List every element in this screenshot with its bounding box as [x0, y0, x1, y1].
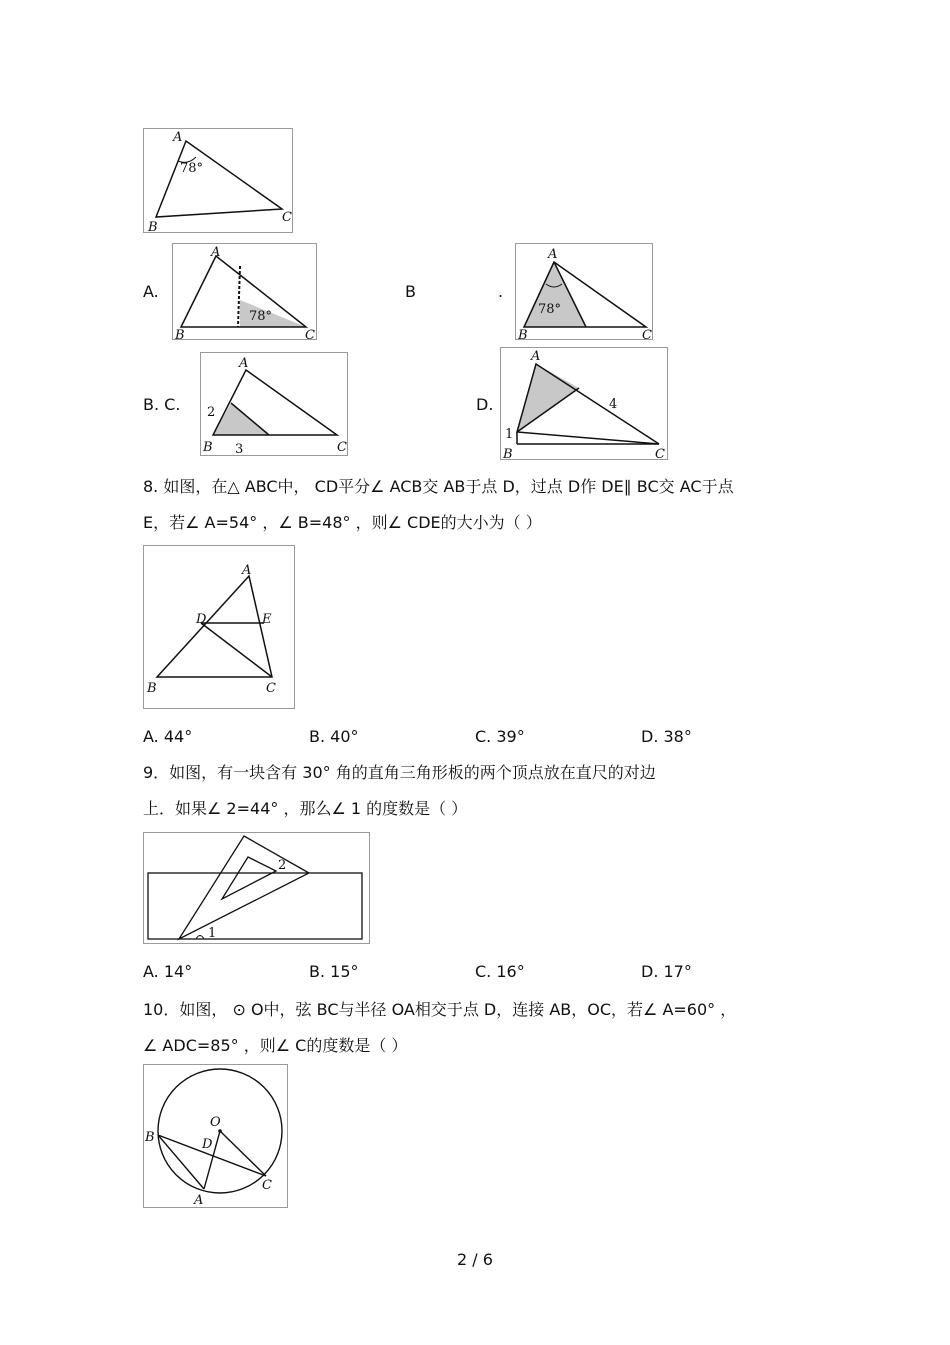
q8-figure: [143, 545, 295, 709]
q7b-label-B: B: [518, 328, 528, 341]
q7d-label-A: A: [531, 349, 541, 364]
q9-text-line2: 上．如果∠ 2=44° ，那么∠ 1 的度数是（ ）: [143, 799, 468, 818]
q10-label-O: O: [210, 1115, 221, 1130]
q7-option-b-triangle: [516, 244, 654, 341]
q7d-label-1: 1: [505, 427, 514, 442]
q7-label-C: C: [282, 210, 292, 225]
q9-angle-1-label: 1: [208, 926, 217, 941]
q7d-label-B: B: [503, 447, 513, 461]
q7c-label-2: 2: [207, 405, 216, 420]
q7-option-d-label[interactable]: D.: [476, 395, 494, 414]
q7-option-d-figure: [500, 347, 668, 460]
q7a-label-C: C: [305, 328, 315, 341]
q7-option-a-figure: [172, 243, 317, 340]
q8-text-line1: 8. 如图，在△ ABC中， CD平分∠ ACB交 AB于点 D，过点 D作 DE∥ BC交 AC于点: [143, 477, 734, 496]
q7c-label-A: A: [239, 356, 249, 371]
q8-option-d[interactable]: D. 38°: [641, 727, 692, 746]
q10-figure: [143, 1064, 288, 1208]
q7-option-b-label[interactable]: B: [405, 282, 416, 301]
q7-reference-figure: [143, 128, 293, 233]
q8-option-b[interactable]: B. 40°: [309, 727, 359, 746]
q7-option-b-figure: [515, 243, 653, 340]
q7-label-A: A: [173, 130, 183, 145]
q7c-label-3: 3: [235, 442, 244, 457]
q7d-label-C: C: [655, 447, 665, 461]
q7d-label-4: 4: [609, 397, 618, 412]
q7b-label-C: C: [642, 328, 652, 341]
q8-label-E: E: [262, 612, 272, 627]
q10-label-C: C: [262, 1178, 272, 1193]
q8-label-C: C: [266, 681, 276, 696]
q9-option-d[interactable]: D. 17°: [641, 962, 692, 981]
q7-angle-label: 78°: [180, 161, 204, 176]
q7a-label-B: B: [175, 328, 185, 341]
q7-option-c-triangle: [201, 353, 349, 457]
q9-text-line1: 9．如图，有一块含有 30° 角的直角三角形板的两个顶点放在直尺的对边: [143, 763, 656, 782]
q8-option-c[interactable]: C. 39°: [475, 727, 525, 746]
page-number: 2 / 6: [457, 1250, 493, 1269]
q7-option-a-label[interactable]: A.: [143, 282, 159, 301]
q7-option-d-triangle: [501, 348, 669, 461]
q7c-label-C: C: [337, 440, 347, 455]
q7a-angle-label: 78°: [249, 309, 273, 324]
q7a-label-A: A: [211, 245, 221, 260]
q7b-angle-label: 78°: [538, 302, 562, 317]
q8-option-a[interactable]: A. 44°: [143, 727, 193, 746]
q10-circle-diagram: [144, 1065, 289, 1209]
q10-text-line2: ∠ ADC=85° ，则∠ C的度数是（ ）: [143, 1036, 408, 1055]
q7-option-c-figure: [200, 352, 348, 456]
q7c-label-B: B: [203, 440, 213, 455]
q10-label-B: B: [145, 1130, 155, 1145]
q10-label-D: D: [202, 1137, 213, 1152]
q7-option-c-label[interactable]: B. C.: [143, 395, 181, 414]
q8-label-B: B: [147, 681, 157, 696]
q7-label-B: B: [148, 220, 158, 234]
q8-label-D: D: [196, 612, 207, 627]
q8-triangle-diagram: [144, 546, 296, 710]
q7-option-b-dot: .: [498, 282, 504, 301]
q7b-label-A: A: [548, 247, 558, 262]
q10-label-A: A: [194, 1193, 204, 1208]
q7-option-a-triangle: [173, 244, 318, 341]
q9-option-c[interactable]: C. 16°: [475, 962, 525, 981]
q9-angle-2-label: 2: [278, 858, 287, 873]
q8-label-A: A: [242, 563, 252, 578]
q7-reference-triangle: [144, 129, 294, 234]
q9-ruler-triangle-diagram: [144, 833, 371, 945]
q9-figure: [143, 832, 370, 944]
q8-text-line2: E，若∠ A=54° ，∠ B=48° ，则∠ CDE的大小为（ ）: [143, 513, 542, 532]
q10-text-line1: 10．如图， ⊙ O中，弦 BC与半径 OA相交于点 D，连接 AB，OC，若∠ A=60° ，: [143, 1000, 737, 1019]
q9-option-b[interactable]: B. 15°: [309, 962, 359, 981]
q9-option-a[interactable]: A. 14°: [143, 962, 193, 981]
